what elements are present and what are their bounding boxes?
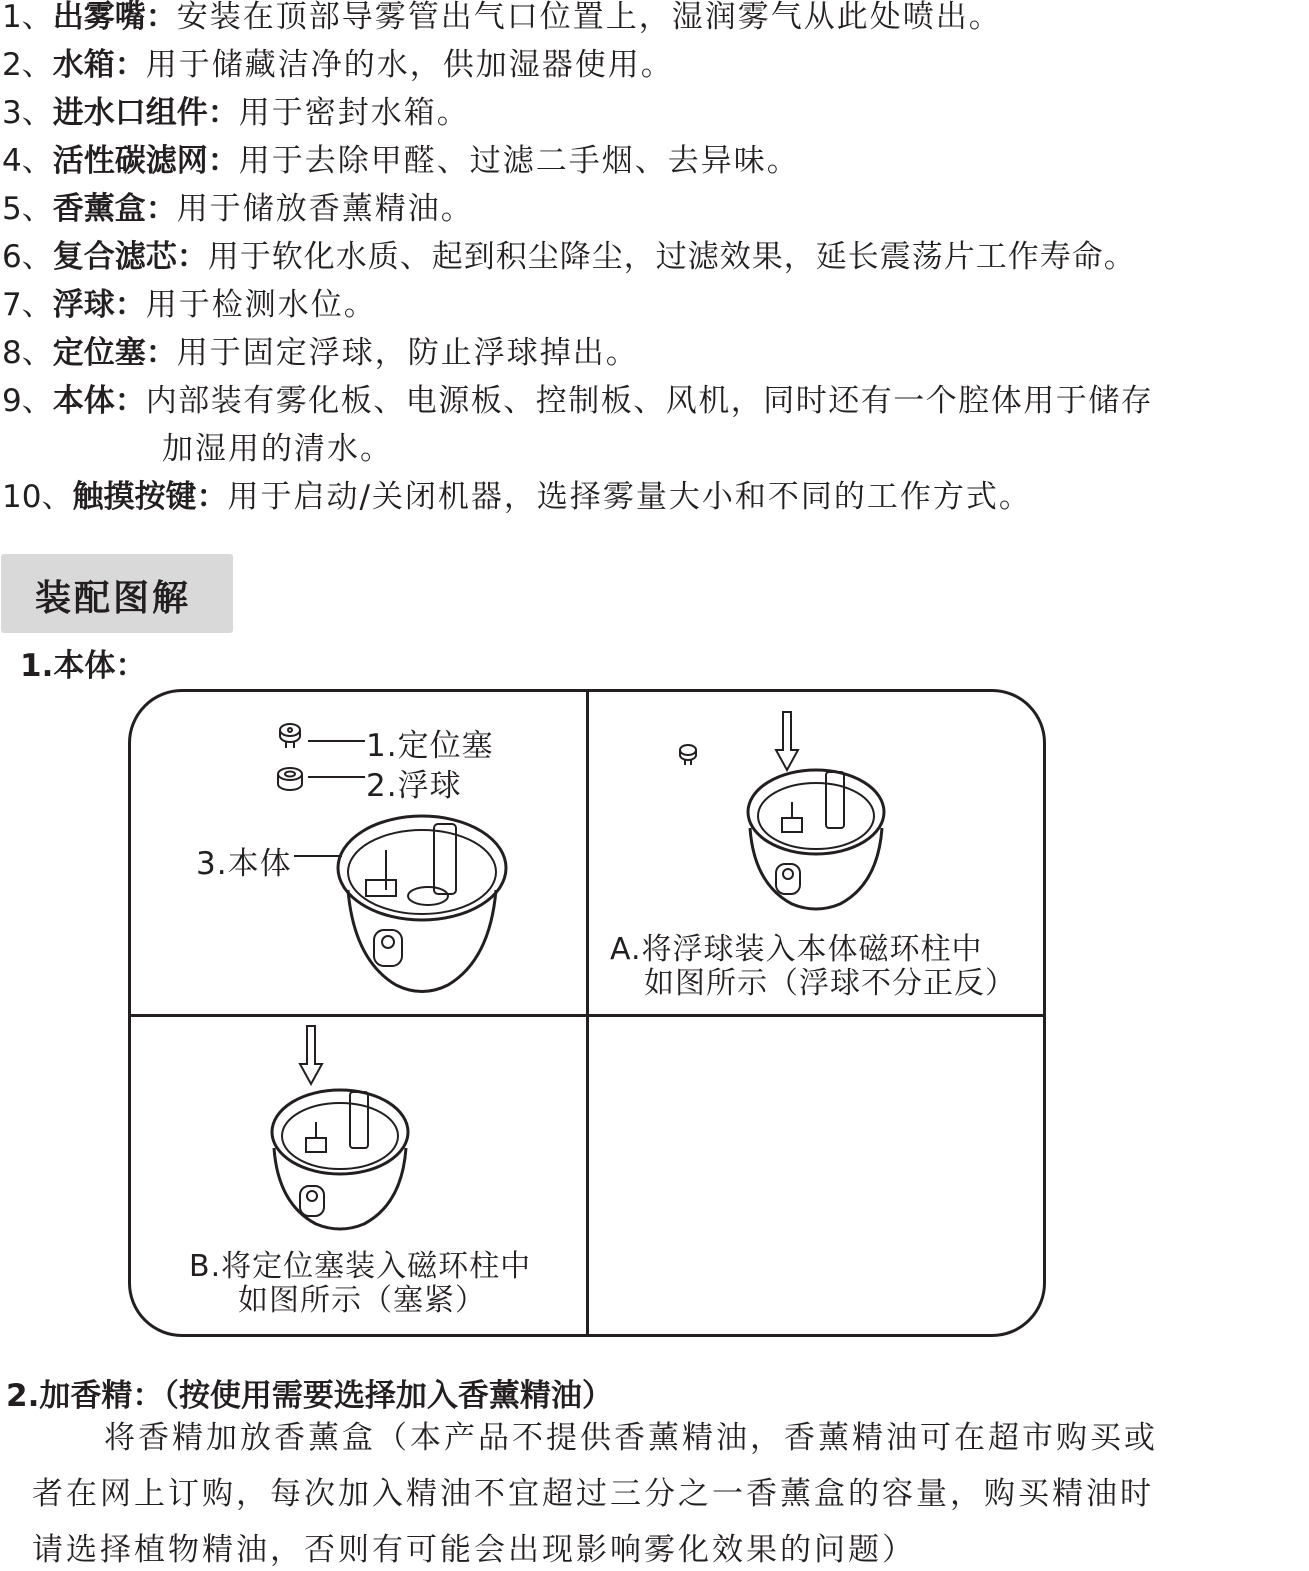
part-name: 水箱： [52,47,146,83]
part-name: 活性碳滤网： [52,143,239,179]
part-description: 用于密封水箱。 [238,95,470,131]
step2-paragraph-line: 者在网上订购，每次加入精油不宜超过三分之一香薰盒的容量，购买精油时 [32,1476,1154,1512]
stopper-small-icon [676,742,700,768]
part-item-carbon-filter [2,141,800,181]
down-arrow-icon [774,710,800,772]
part-description: 安装在顶部导雾管出气口位置上，湿润雾气从此处喷出。 [176,0,1002,35]
part-number: 4、 [2,143,53,179]
part-description: 内部装有雾化板、电源板、控制板、风机，同时还有一个腔体用于储存 [145,383,1154,419]
part-name: 本体： [52,383,146,419]
step1-heading: 1.本体： [20,648,147,684]
humidifier-stopper-step-icon [270,1086,412,1236]
humidifier-float-step-icon [746,766,888,916]
label-body: 3.本体 [196,846,292,882]
diagram-horizontal-divider [128,1014,1046,1017]
part-item-stopper [2,333,639,373]
part-item-aroma-box [2,189,474,229]
part-item-composite-filter [2,237,1136,277]
part-item-inlet [2,93,470,133]
caption-a-line2: 如图所示（浮球不分正反） [644,966,1016,1001]
part-name: 浮球： [52,287,146,323]
part-item-water-tank [2,45,674,85]
part-item-float [2,285,377,325]
part-item-body-continuation: 加湿用的清水。 [162,431,393,467]
part-name: 香薰盒： [52,191,177,227]
float-icon [272,764,372,796]
part-description: 用于储放香薰精油。 [176,191,474,227]
step2-paragraph-line: 将香精加放香薰盒（本产品不提供香薰精油，香薰精油可在超市购买或 [104,1420,1158,1456]
part-number: 7、 [2,287,53,323]
step2-paragraph-line: 请选择植物精油，否则有可能会出现影响雾化效果的问题） [32,1532,916,1568]
down-arrow-icon [298,1024,324,1086]
part-number: 3、 [2,95,53,131]
part-description: 用于储藏洁净的水，供加湿器使用。 [145,47,674,83]
part-name: 出雾嘴： [52,0,177,35]
part-description: 用于软化水质、起到积尘降尘，过滤效果，延长震荡片工作寿命。 [207,239,1136,275]
section-title: 装配图解 [35,578,192,619]
caption-a-line1: A.将浮球装入本体磁环柱中 [610,932,983,967]
section-header [1,554,233,633]
part-number: 6、 [2,239,53,275]
part-item-touch-keys [2,477,1032,517]
label-float: 2.浮球 [366,768,462,804]
step2-heading: 2.加香精：（按使用需要选择加入香薰精油） [6,1378,613,1414]
part-name: 触摸按键： [72,479,228,515]
part-item-nozzle [2,0,1002,37]
caption-b-line2: 如图所示（塞紧） [238,1283,486,1318]
part-number: 1、 [2,0,53,35]
part-name: 定位塞： [52,335,177,371]
part-description: 用于去除甲醛、过滤二手烟、去异味。 [238,143,800,179]
label-stopper: 1.定位塞 [366,728,494,764]
part-description: 用于启动/关闭机器，选择雾量大小和不同的工作方式。 [227,479,1032,515]
part-name: 复合滤芯： [52,239,208,275]
part-number: 2、 [2,47,53,83]
part-number: 5、 [2,191,53,227]
part-item-body [2,381,1153,421]
part-number: 8、 [2,335,53,371]
humidifier-body-icon [336,810,512,998]
part-number: 9、 [2,383,53,419]
part-description: 用于固定浮球，防止浮球掉出。 [176,335,639,371]
part-name: 进水口组件： [52,95,239,131]
diagram-vertical-divider [586,689,589,1337]
part-number: 10、 [2,479,73,515]
part-description: 用于检测水位。 [145,287,377,323]
caption-b-line1: B.将定位塞装入磁环柱中 [189,1249,532,1284]
